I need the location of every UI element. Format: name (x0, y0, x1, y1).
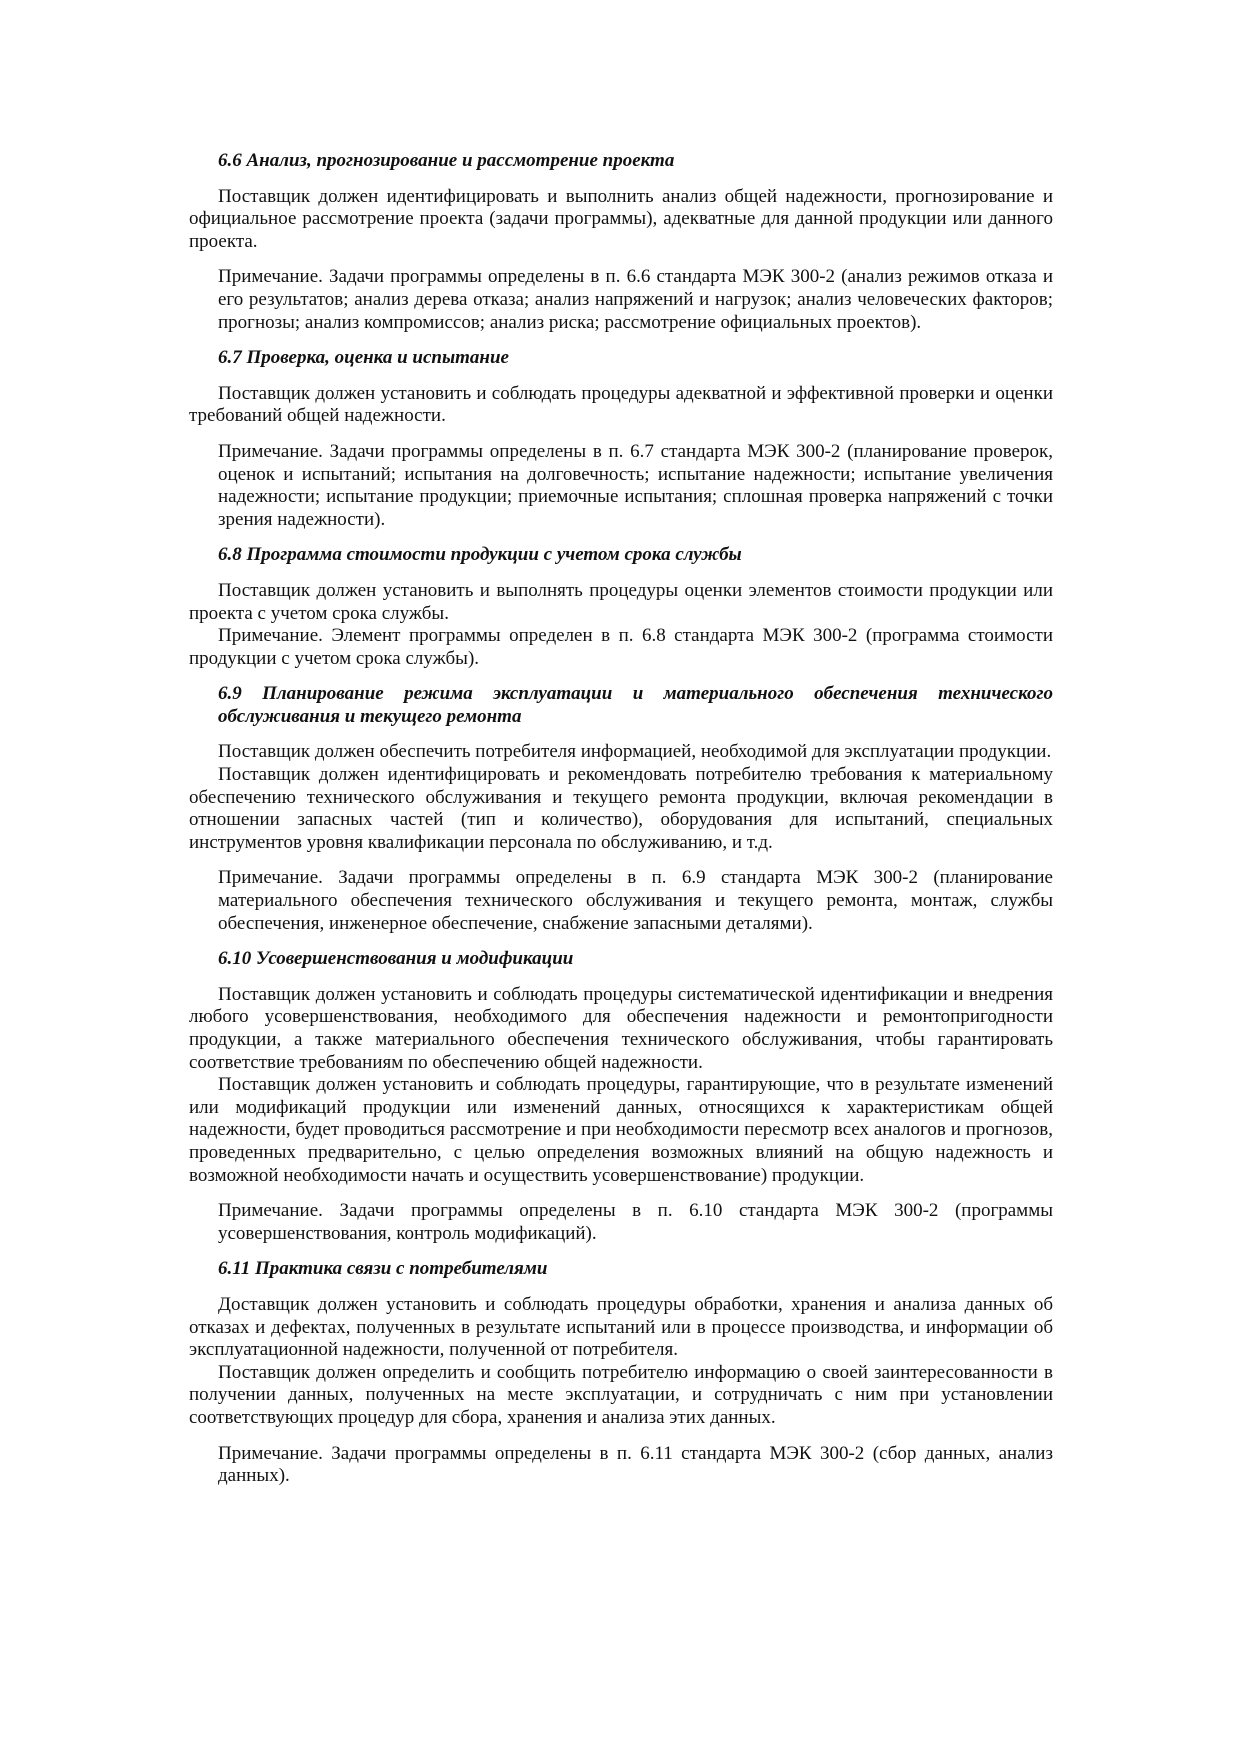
section-heading: 6.7 Проверка, оценка и испытание (218, 347, 509, 369)
note: Примечание. Задачи программы определены в п. 6.7 стандарта МЭК 300-2 (планирование проверок, оценок и испытаний; испытания на долговечность; испытание надежности; испытание увеличения надежности; испытание продукции; приемочные испытания; сплошная проверка напряжений с точки зрения надежности). (218, 440, 1053, 530)
document-page (189, 150, 1053, 1488)
note: Примечание. Задачи программы определены в п. 6.11 стандарта МЭК 300-2 (сбор данных, анализ данных). (218, 1442, 1053, 1487)
paragraph: Поставщик должен определить и сообщить потребителю информацию о своей заинтересованности в получении данных, полученных на месте эксплуатации, и сотрудничать с ним при установлении соответствующих процедур для сбора, хранения и анализа этих данных. (189, 1361, 1053, 1428)
section-heading: 6.8 Программа стоимости продукции с учетом срока службы (218, 544, 742, 566)
section-heading: 6.9 Планирование режима эксплуатации и материального обеспечения технического обслуживания и текущего ремонта (218, 683, 1053, 727)
section-heading: 6.11 Практика связи с потребителями (218, 1258, 548, 1280)
section-6-11 (189, 1258, 1053, 1487)
paragraph: Поставщик должен установить и соблюдать процедуры, гарантирующие, что в результате изменений или модификаций продукции или изменений данных, относящихся к характеристикам общей надежности, будет проводиться рассмотрение и при необходимости пересмотр всех аналогов и прогнозов, проведенных предварительно, с целью определения возможных влияний на общую надежность и возможной необходимости начать и осуществить усовершенствование) продукции. (189, 1074, 1053, 1186)
section-6-7 (189, 347, 1053, 531)
section-6-10 (189, 948, 1053, 1245)
paragraph: Доставщик должен установить и соблюдать процедуры обработки, хранения и анализа данных об отказах и дефектах, полученных в результате испытаний или в процессе производства, и информации об эксплуатационной надежности, полученной от потребителя. (189, 1293, 1053, 1361)
paragraph: Поставщик должен идентифицировать и выполнить анализ общей надежности, прогнозирование и официальное рассмотрение проекта (задачи программы), адекватные для данной продукции или данного проекта. (189, 185, 1053, 252)
paragraph: Поставщик должен идентифицировать и рекомендовать потребителю требования к материальному обеспечению технического обслуживания и текущего ремонта продукции, включая рекомендации в отношении запасных частей (тип и количество), оборудования для испытаний, специальных инструментов уровня квалификации персонала по обслуживанию, и т.д. (189, 764, 1053, 853)
section-6-6 (189, 150, 1053, 334)
section-6-9 (189, 683, 1053, 935)
paragraph: Поставщик должен установить и соблюдать процедуры адекватной и эффективной проверки и оценки требований общей надежности. (189, 382, 1053, 427)
note: Примечание. Задачи программы определены в п. 6.6 стандарта МЭК 300-2 (анализ режимов отказа и его результатов; анализ дерева отказа; анализ напряжений и нагрузок; анализ человеческих факторов; прогнозы; анализ компромиссов; анализ риска; рассмотрение официальных проектов). (218, 266, 1053, 333)
section-heading: 6.6 Анализ, прогнозирование и рассмотрение проекта (218, 150, 675, 171)
section-6-8 (189, 544, 1053, 670)
note-paragraph: Примечание. Элемент программы определен в п. 6.8 стандарта МЭК 300-2 (программа стоимости продукции с учетом срока службы). (189, 625, 1053, 669)
note: Примечание. Задачи программы определены в п. 6.10 стандарта МЭК 300-2 (программы усовершенствования, контроль модификаций). (218, 1200, 1053, 1244)
paragraph: Поставщик должен обеспечить потребителя информацией, необходимой для эксплуатации продукции. (218, 741, 1052, 763)
note: Примечание. Задачи программы определены в п. 6.9 стандарта МЭК 300-2 (планирование материального обеспечения технического обслуживания и текущего ремонта, монтаж, службы обеспечения, инженерное обеспечение, снабжение запасными деталями). (218, 867, 1053, 934)
paragraph: Поставщик должен установить и выполнять процедуры оценки элементов стоимости продукции или проекта с учетом срока службы. (189, 579, 1053, 624)
section-heading: 6.10 Усовершенствования и модификации (218, 948, 574, 970)
paragraph: Поставщик должен установить и соблюдать процедуры систематической идентификации и внедрения любого усовершенствования, необходимого для обеспечения надежности и ремонтопригодности продукции, а также материального обеспечения технического обслуживания, чтобы гарантировать соответствие требованиям по обеспечению общей надежности. (189, 983, 1053, 1073)
